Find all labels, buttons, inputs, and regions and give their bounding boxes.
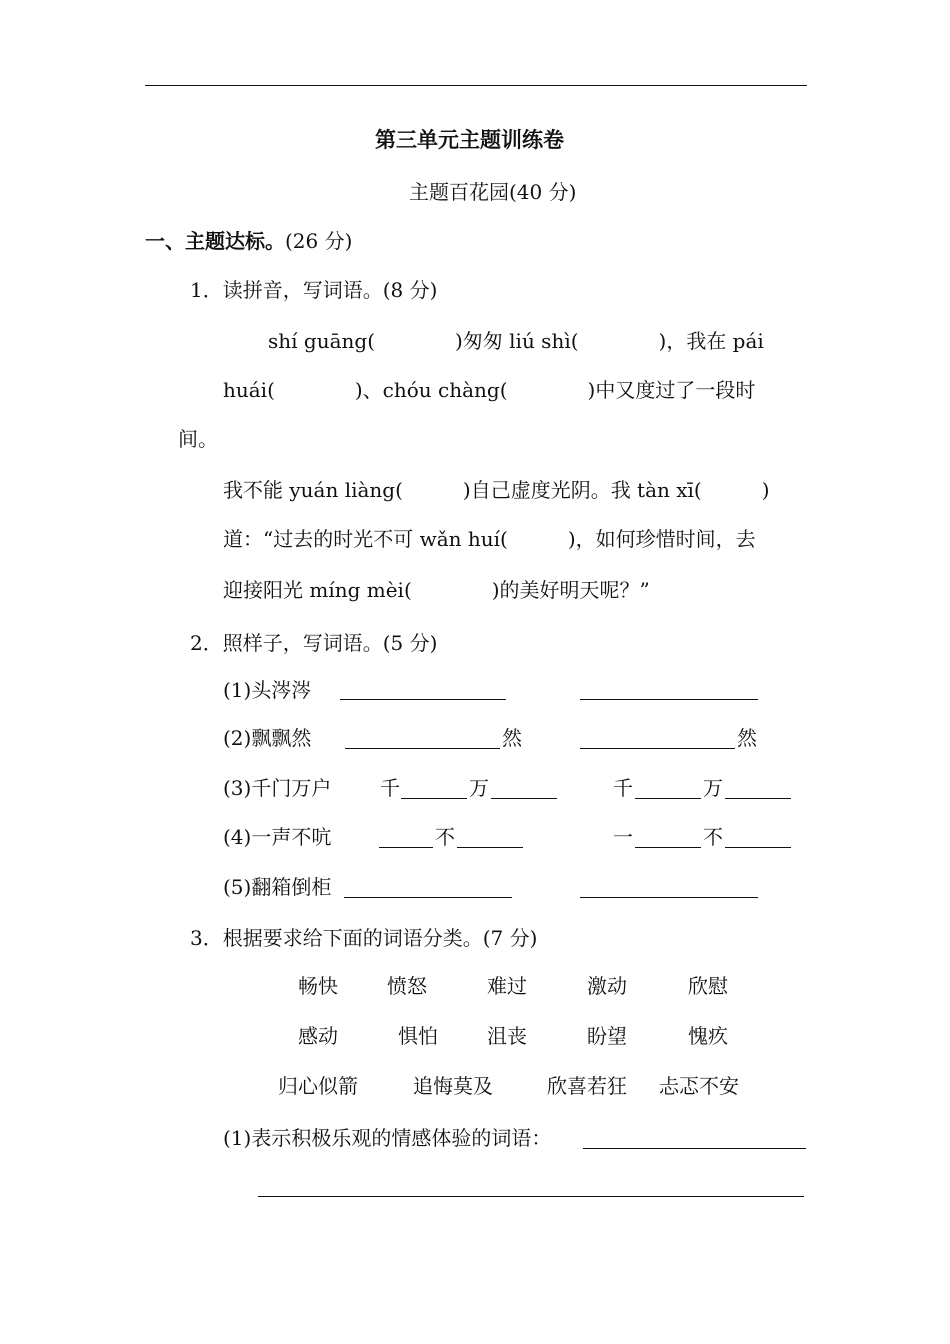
q2-item-3-label: (3)千门万户 (223, 776, 332, 800)
answer-blank[interactable] (340, 699, 506, 700)
word-item: 惧怕 (398, 1024, 438, 1048)
q2-item-1-label: (1)头涔涔 (223, 678, 312, 702)
section-1-heading (145, 229, 352, 253)
word-item: 畅快 (298, 974, 338, 998)
q1-line-5: 道：“过去的时光不可 wǎn huí( )，如何珍惜时间，去 (223, 527, 756, 551)
section-1-score: (26 分) (285, 229, 353, 253)
page-subtitle: 主题百花园(40 分) (409, 180, 577, 204)
word-item: 沮丧 (487, 1024, 527, 1048)
page-title: 第三单元主题训练卷 (375, 128, 564, 152)
q1-heading: 1．读拼音，写词语。(8 分) (190, 278, 438, 302)
answer-blank[interactable] (580, 699, 758, 700)
q2-item-4-char: 不 (435, 825, 455, 849)
q2-item-3-char: 千 (380, 776, 400, 800)
q3-heading: 3．根据要求给下面的词语分类。(7 分) (190, 926, 538, 950)
q2-item-4-char: 一 (613, 825, 633, 849)
answer-blank[interactable] (635, 798, 701, 799)
q2-item-4-char: 不 (703, 825, 723, 849)
word-item: 归心似箭 (278, 1074, 358, 1098)
word-item: 盼望 (587, 1024, 627, 1048)
q2-item-3-char: 万 (703, 776, 723, 800)
answer-blank[interactable] (583, 1148, 806, 1149)
answer-blank[interactable] (457, 847, 523, 848)
word-item: 欣慰 (688, 974, 728, 998)
header-rule (145, 85, 807, 86)
section-1-label: 一、主题达标。 (145, 229, 285, 253)
answer-blank[interactable] (580, 897, 758, 898)
answer-blank[interactable] (344, 897, 512, 898)
word-item: 感动 (298, 1024, 338, 1048)
q1-line-3: 间。 (178, 427, 218, 451)
q1-line-1: shí guāng( )匆匆 liú shì( )，我在 pái (268, 329, 764, 353)
answer-blank[interactable] (345, 748, 500, 749)
answer-blank[interactable] (379, 847, 433, 848)
q2-item-2-suffix: 然 (737, 726, 757, 750)
q3-sub-1: (1)表示积极乐观的情感体验的词语： (223, 1126, 552, 1150)
word-item: 欣喜若狂 (547, 1074, 627, 1098)
answer-blank[interactable] (401, 798, 467, 799)
word-item: 忐忑不安 (659, 1074, 739, 1098)
q2-item-2-label: (2)飘飘然 (223, 726, 312, 750)
q2-item-3-char: 万 (469, 776, 489, 800)
word-item: 愧疚 (688, 1024, 728, 1048)
word-item: 激动 (587, 974, 627, 998)
q1-line-2: huái( )、chóu chàng( )中又度过了一段时 (223, 378, 756, 402)
answer-blank[interactable] (580, 748, 735, 749)
answer-blank[interactable] (491, 798, 557, 799)
answer-blank[interactable] (725, 847, 791, 848)
q2-heading: 2．照样子，写词语。(5 分) (190, 631, 438, 655)
answer-blank[interactable] (258, 1196, 804, 1197)
q2-item-5-label: (5)翻箱倒柜 (223, 875, 332, 899)
q2-item-4-label: (4)一声不吭 (223, 825, 332, 849)
answer-blank[interactable] (725, 798, 791, 799)
answer-blank[interactable] (635, 847, 701, 848)
word-item: 追悔莫及 (413, 1074, 493, 1098)
q1-line-6: 迎接阳光 míng mèi( )的美好明天呢？” (223, 578, 650, 602)
word-item: 愤怒 (387, 974, 427, 998)
q2-item-3-char: 千 (613, 776, 633, 800)
q2-item-2-suffix: 然 (502, 726, 522, 750)
word-item: 难过 (487, 974, 527, 998)
q1-line-4: 我不能 yuán liàng( )自己虚度光阴。我 tàn xī( ) (223, 478, 770, 502)
